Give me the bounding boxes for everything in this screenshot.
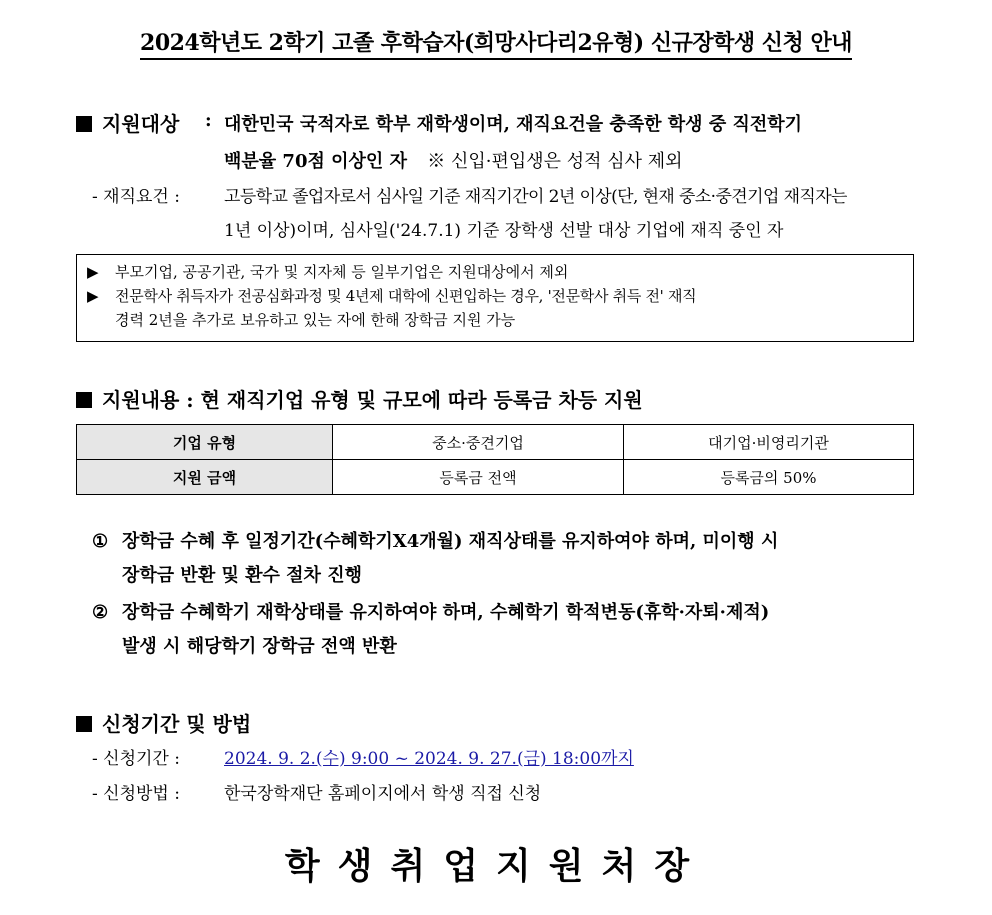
employment-line1: 고등학교 졸업자로서 심사일 기준 재직기간이 2년 이상(단, 현재 중소·중견기업 재직자는: [224, 187, 847, 207]
eligibility-line1: 대한민국 국적자로 학부 재학생이며, 재직요건을 충족한 학생 중 직전학기: [224, 114, 803, 135]
table-cell: 중소·중견기업: [333, 425, 624, 460]
eligibility-line2: [224, 147, 683, 173]
table-header-cell: 기업 유형: [77, 425, 333, 460]
method-value: 한국장학재단 홈페이지에서 학생 직접 신청: [224, 784, 542, 804]
square-bullet-icon: [76, 116, 92, 132]
notice-box: [76, 254, 914, 342]
table-cell: 대기업·비영리기관: [624, 425, 914, 460]
page-title: [0, 26, 992, 57]
table-cell: 등록금의 50%: [624, 460, 914, 495]
condition-2-line2: 발생 시 해당학기 장학금 전액 반환: [122, 636, 397, 657]
issuer-signature: 학생취업지원처장: [284, 845, 708, 887]
eligibility-sep: :: [205, 110, 212, 131]
notice-item-text: 부모기업, 공공기관, 국가 및 지자체 등 일부기업은 지원대상에서 제외: [115, 263, 569, 281]
notice-item-continuation: [87, 308, 903, 332]
notice-item-text: 경력 2년을 추가로 보유하고 있는 자에 한해 장학금 지원 가능: [115, 311, 516, 329]
period-value: 2024. 9. 2.(수) 9:00 ~ 2024. 9. 27.(금) 18:00까지: [224, 749, 634, 769]
eligibility-label: 지원대상: [102, 112, 180, 136]
condition-2-line1: 장학금 수혜학기 재학상태를 유지하여야 하며, 수혜학기 학적변동(휴학·자퇴·제적): [122, 602, 770, 623]
triangle-bullet-icon: ▶: [87, 263, 99, 281]
period-label: - 신청기간 :: [92, 749, 180, 769]
condition-item: [92, 525, 922, 593]
method-label: - 신청방법 :: [92, 784, 180, 804]
condition-item: [92, 596, 922, 664]
square-bullet-icon: [76, 392, 92, 408]
employment-line2: 1년 이상)이며, 심사일('24.7.1) 기준 장학생 선발 대상 기업에 재직 중인 자: [224, 221, 784, 241]
eligibility-score-requirement: 백분율 70점 이상인 자: [224, 151, 407, 172]
eligibility-note: ※ 신입·편입생은 성적 심사 제외: [427, 151, 683, 172]
triangle-bullet-icon: ▶: [87, 287, 99, 305]
application-heading: [76, 708, 251, 737]
condition-1-line1: 장학금 수혜 후 일정기간(수혜학기X4개월) 재직상태를 유지하여야 하며, 미이행 시: [122, 531, 779, 552]
page-title-text: 2024학년도 2학기 고졸 후학습자(희망사다리2유형) 신규장학생 신청 안내: [140, 30, 852, 60]
eligibility-heading: [76, 108, 179, 137]
table-row: [77, 425, 914, 460]
table-row: [77, 460, 914, 495]
employment-label: - 재직요건 :: [92, 187, 180, 207]
circled-number-1: ①: [92, 531, 109, 552]
table-header-cell: 지원 금액: [77, 460, 333, 495]
support-heading-text: 지원내용 : 현 재직기업 유형 및 규모에 따라 등록금 차등 지원: [102, 388, 643, 412]
notice-item: [87, 284, 903, 308]
support-table: [76, 424, 914, 495]
application-heading-text: 신청기간 및 방법: [102, 712, 252, 736]
condition-1-line2: 장학금 반환 및 환수 절차 진행: [122, 565, 362, 586]
support-heading: [76, 384, 643, 413]
notice-item: [87, 260, 903, 284]
table-cell: 등록금 전액: [333, 460, 624, 495]
circled-number-2: ②: [92, 602, 109, 623]
square-bullet-icon: [76, 716, 92, 732]
notice-item-text: 전문학사 취득자가 전공심화과정 및 4년제 대학에 신편입하는 경우, '전문학사 취득 전' 재직: [115, 287, 697, 305]
